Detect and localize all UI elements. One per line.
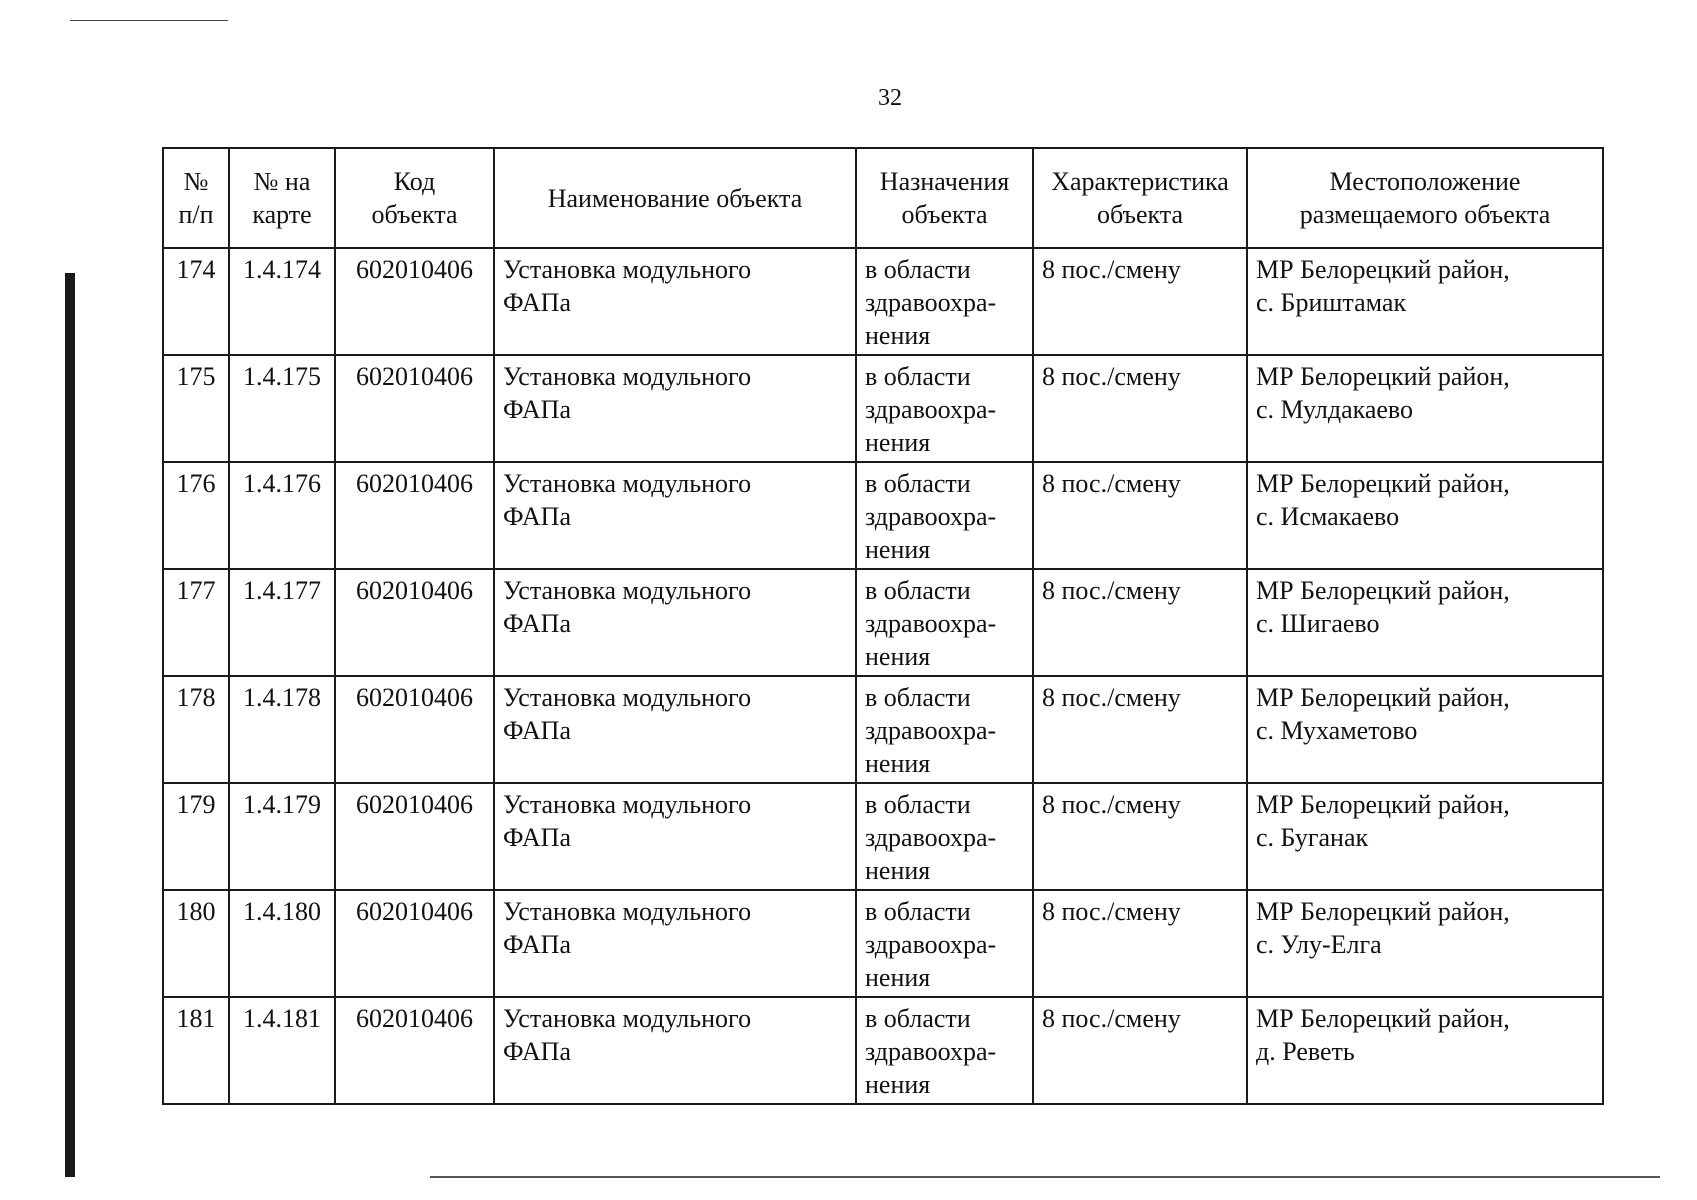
cell-purpose-line: нения [865, 428, 931, 457]
cell-purpose [856, 997, 1033, 1104]
header-code-line: Код [393, 167, 436, 196]
cell-name-line: Установка модульного [503, 469, 752, 498]
cell-purpose-line: в области [865, 255, 971, 284]
table-row [163, 355, 1603, 462]
table-row [163, 997, 1603, 1104]
table-row [163, 569, 1603, 676]
cell-map-num: 1.4.174 [229, 248, 335, 355]
cell-purpose-line: нения [865, 749, 931, 778]
cell-purpose [856, 676, 1033, 783]
cell-purpose-line: здравоохра- [865, 288, 997, 317]
cell-purpose [856, 248, 1033, 355]
cell-name [494, 890, 856, 997]
cell-purpose-line: нения [865, 856, 931, 885]
cell-name-line: ФАПа [503, 609, 571, 638]
cell-location-line: с. Улу-Елга [1256, 930, 1382, 959]
scan-artifact-top-line [70, 20, 228, 21]
scan-artifact-left-bar [65, 273, 75, 1177]
cell-location-line: с. Мулдакаево [1256, 395, 1414, 424]
page-number: 32 [878, 85, 902, 111]
cell-location-line: МР Белорецкий район, [1256, 897, 1510, 926]
cell-location [1247, 569, 1603, 676]
cell-purpose-line: в области [865, 790, 971, 819]
cell-characteristic: 8 пос./смену [1033, 997, 1247, 1104]
cell-purpose-line: здравоохра- [865, 502, 997, 531]
cell-purpose-line: нения [865, 321, 931, 350]
header-name-line: Наименование объекта [547, 183, 803, 213]
cell-location [1247, 997, 1603, 1104]
cell-characteristic: 8 пос./смену [1033, 569, 1247, 676]
cell-purpose-line: в области [865, 1004, 971, 1033]
objects-table [162, 147, 1604, 1105]
cell-name-line: ФАПа [503, 395, 571, 424]
cell-name-line: ФАПа [503, 1037, 571, 1066]
cell-location-line: МР Белорецкий район, [1256, 683, 1510, 712]
cell-purpose-line: нения [865, 642, 931, 671]
cell-name [494, 462, 856, 569]
cell-characteristic: 8 пос./смену [1033, 676, 1247, 783]
cell-location-line: с. Мухаметово [1256, 716, 1418, 745]
cell-name-line: Установка модульного [503, 1004, 752, 1033]
header-num-line: п/п [178, 200, 214, 229]
table-header-row [163, 148, 1603, 248]
header-num [163, 148, 229, 248]
scan-artifact-bottom-line [430, 1176, 1660, 1178]
cell-code: 602010406 [335, 355, 494, 462]
header-purpose-line: Назначения [879, 167, 1010, 196]
header-code [335, 148, 494, 248]
cell-name [494, 355, 856, 462]
cell-map-num: 1.4.176 [229, 462, 335, 569]
cell-location-line: с. Исмакаево [1256, 502, 1400, 531]
header-map-num [229, 148, 335, 248]
cell-characteristic: 8 пос./смену [1033, 355, 1247, 462]
cell-purpose-line: здравоохра- [865, 716, 997, 745]
cell-purpose [856, 569, 1033, 676]
cell-num: 180 [163, 890, 229, 997]
header-characteristic-line: объекта [1096, 200, 1184, 229]
cell-purpose-line: здравоохра- [865, 609, 997, 638]
table-row [163, 462, 1603, 569]
table-row [163, 676, 1603, 783]
cell-num: 175 [163, 355, 229, 462]
header-num-line: № [183, 167, 209, 196]
cell-purpose [856, 783, 1033, 890]
header-characteristic [1033, 148, 1247, 248]
cell-location-line: МР Белорецкий район, [1256, 469, 1510, 498]
cell-characteristic: 8 пос./смену [1033, 890, 1247, 997]
cell-characteristic: 8 пос./смену [1033, 462, 1247, 569]
cell-location [1247, 248, 1603, 355]
cell-name-line: Установка модульного [503, 683, 752, 712]
cell-name-line: ФАПа [503, 930, 571, 959]
cell-code: 602010406 [335, 676, 494, 783]
cell-purpose-line: нения [865, 1070, 931, 1099]
cell-name-line: Установка модульного [503, 576, 752, 605]
cell-location-line: МР Белорецкий район, [1256, 255, 1510, 284]
table-row [163, 890, 1603, 997]
cell-purpose [856, 890, 1033, 997]
cell-name-line: Установка модульного [503, 790, 752, 819]
cell-name-line: ФАПа [503, 716, 571, 745]
cell-purpose-line: здравоохра- [865, 930, 997, 959]
cell-name [494, 997, 856, 1104]
header-map-num-line: карте [252, 200, 312, 229]
cell-purpose [856, 355, 1033, 462]
cell-name [494, 783, 856, 890]
cell-num: 179 [163, 783, 229, 890]
cell-name-line: Установка модульного [503, 362, 752, 391]
cell-num: 174 [163, 248, 229, 355]
cell-code: 602010406 [335, 783, 494, 890]
cell-location-line: с. Шигаево [1256, 609, 1380, 638]
cell-purpose-line: нения [865, 535, 931, 564]
cell-name [494, 248, 856, 355]
cell-code: 602010406 [335, 248, 494, 355]
header-name [494, 148, 856, 248]
cell-location-line: д. Реветь [1256, 1037, 1355, 1066]
cell-name-line: ФАПа [503, 288, 571, 317]
cell-purpose-line: нения [865, 963, 931, 992]
cell-map-num: 1.4.177 [229, 569, 335, 676]
header-code-line: объекта [371, 200, 458, 229]
cell-location-line: МР Белорецкий район, [1256, 362, 1510, 391]
cell-location [1247, 890, 1603, 997]
cell-characteristic: 8 пос./смену [1033, 248, 1247, 355]
cell-num: 178 [163, 676, 229, 783]
cell-name-line: Установка модульного [503, 897, 752, 926]
cell-location [1247, 355, 1603, 462]
cell-location-line: МР Белорецкий район, [1256, 1004, 1510, 1033]
cell-purpose-line: здравоохра- [865, 823, 997, 852]
cell-purpose-line: в области [865, 469, 971, 498]
cell-map-num: 1.4.178 [229, 676, 335, 783]
header-location [1247, 148, 1603, 248]
header-location-line: Местоположение [1329, 167, 1521, 196]
cell-name-line: ФАПа [503, 502, 571, 531]
header-location-line: размещаемого объекта [1299, 200, 1551, 229]
cell-purpose-line: в области [865, 576, 971, 605]
cell-num: 176 [163, 462, 229, 569]
cell-name-line: ФАПа [503, 823, 571, 852]
cell-purpose-line: в области [865, 897, 971, 926]
cell-map-num: 1.4.175 [229, 355, 335, 462]
cell-location-line: МР Белорецкий район, [1256, 576, 1510, 605]
header-purpose [856, 148, 1033, 248]
cell-purpose-line: в области [865, 683, 971, 712]
cell-num: 177 [163, 569, 229, 676]
cell-code: 602010406 [335, 462, 494, 569]
cell-map-num: 1.4.180 [229, 890, 335, 997]
cell-name-line: Установка модульного [503, 255, 752, 284]
cell-characteristic: 8 пос./смену [1033, 783, 1247, 890]
cell-location-line: МР Белорецкий район, [1256, 790, 1510, 819]
cell-code: 602010406 [335, 997, 494, 1104]
cell-map-num: 1.4.181 [229, 997, 335, 1104]
table-row [163, 783, 1603, 890]
cell-location [1247, 783, 1603, 890]
table-row [163, 248, 1603, 355]
cell-location [1247, 676, 1603, 783]
cell-purpose-line: здравоохра- [865, 1037, 997, 1066]
header-purpose-line: объекта [901, 200, 988, 229]
cell-purpose-line: здравоохра- [865, 395, 997, 424]
cell-num: 181 [163, 997, 229, 1104]
cell-map-num: 1.4.179 [229, 783, 335, 890]
header-map-num-line: № на [253, 167, 311, 196]
cell-location-line: с. Буганак [1256, 823, 1369, 852]
cell-name [494, 569, 856, 676]
cell-code: 602010406 [335, 890, 494, 997]
cell-purpose-line: в области [865, 362, 971, 391]
cell-location [1247, 462, 1603, 569]
cell-name [494, 676, 856, 783]
cell-code: 602010406 [335, 569, 494, 676]
cell-location-line: с. Бриштамак [1256, 288, 1407, 317]
header-characteristic-line: Характеристика [1051, 167, 1229, 196]
cell-purpose [856, 462, 1033, 569]
